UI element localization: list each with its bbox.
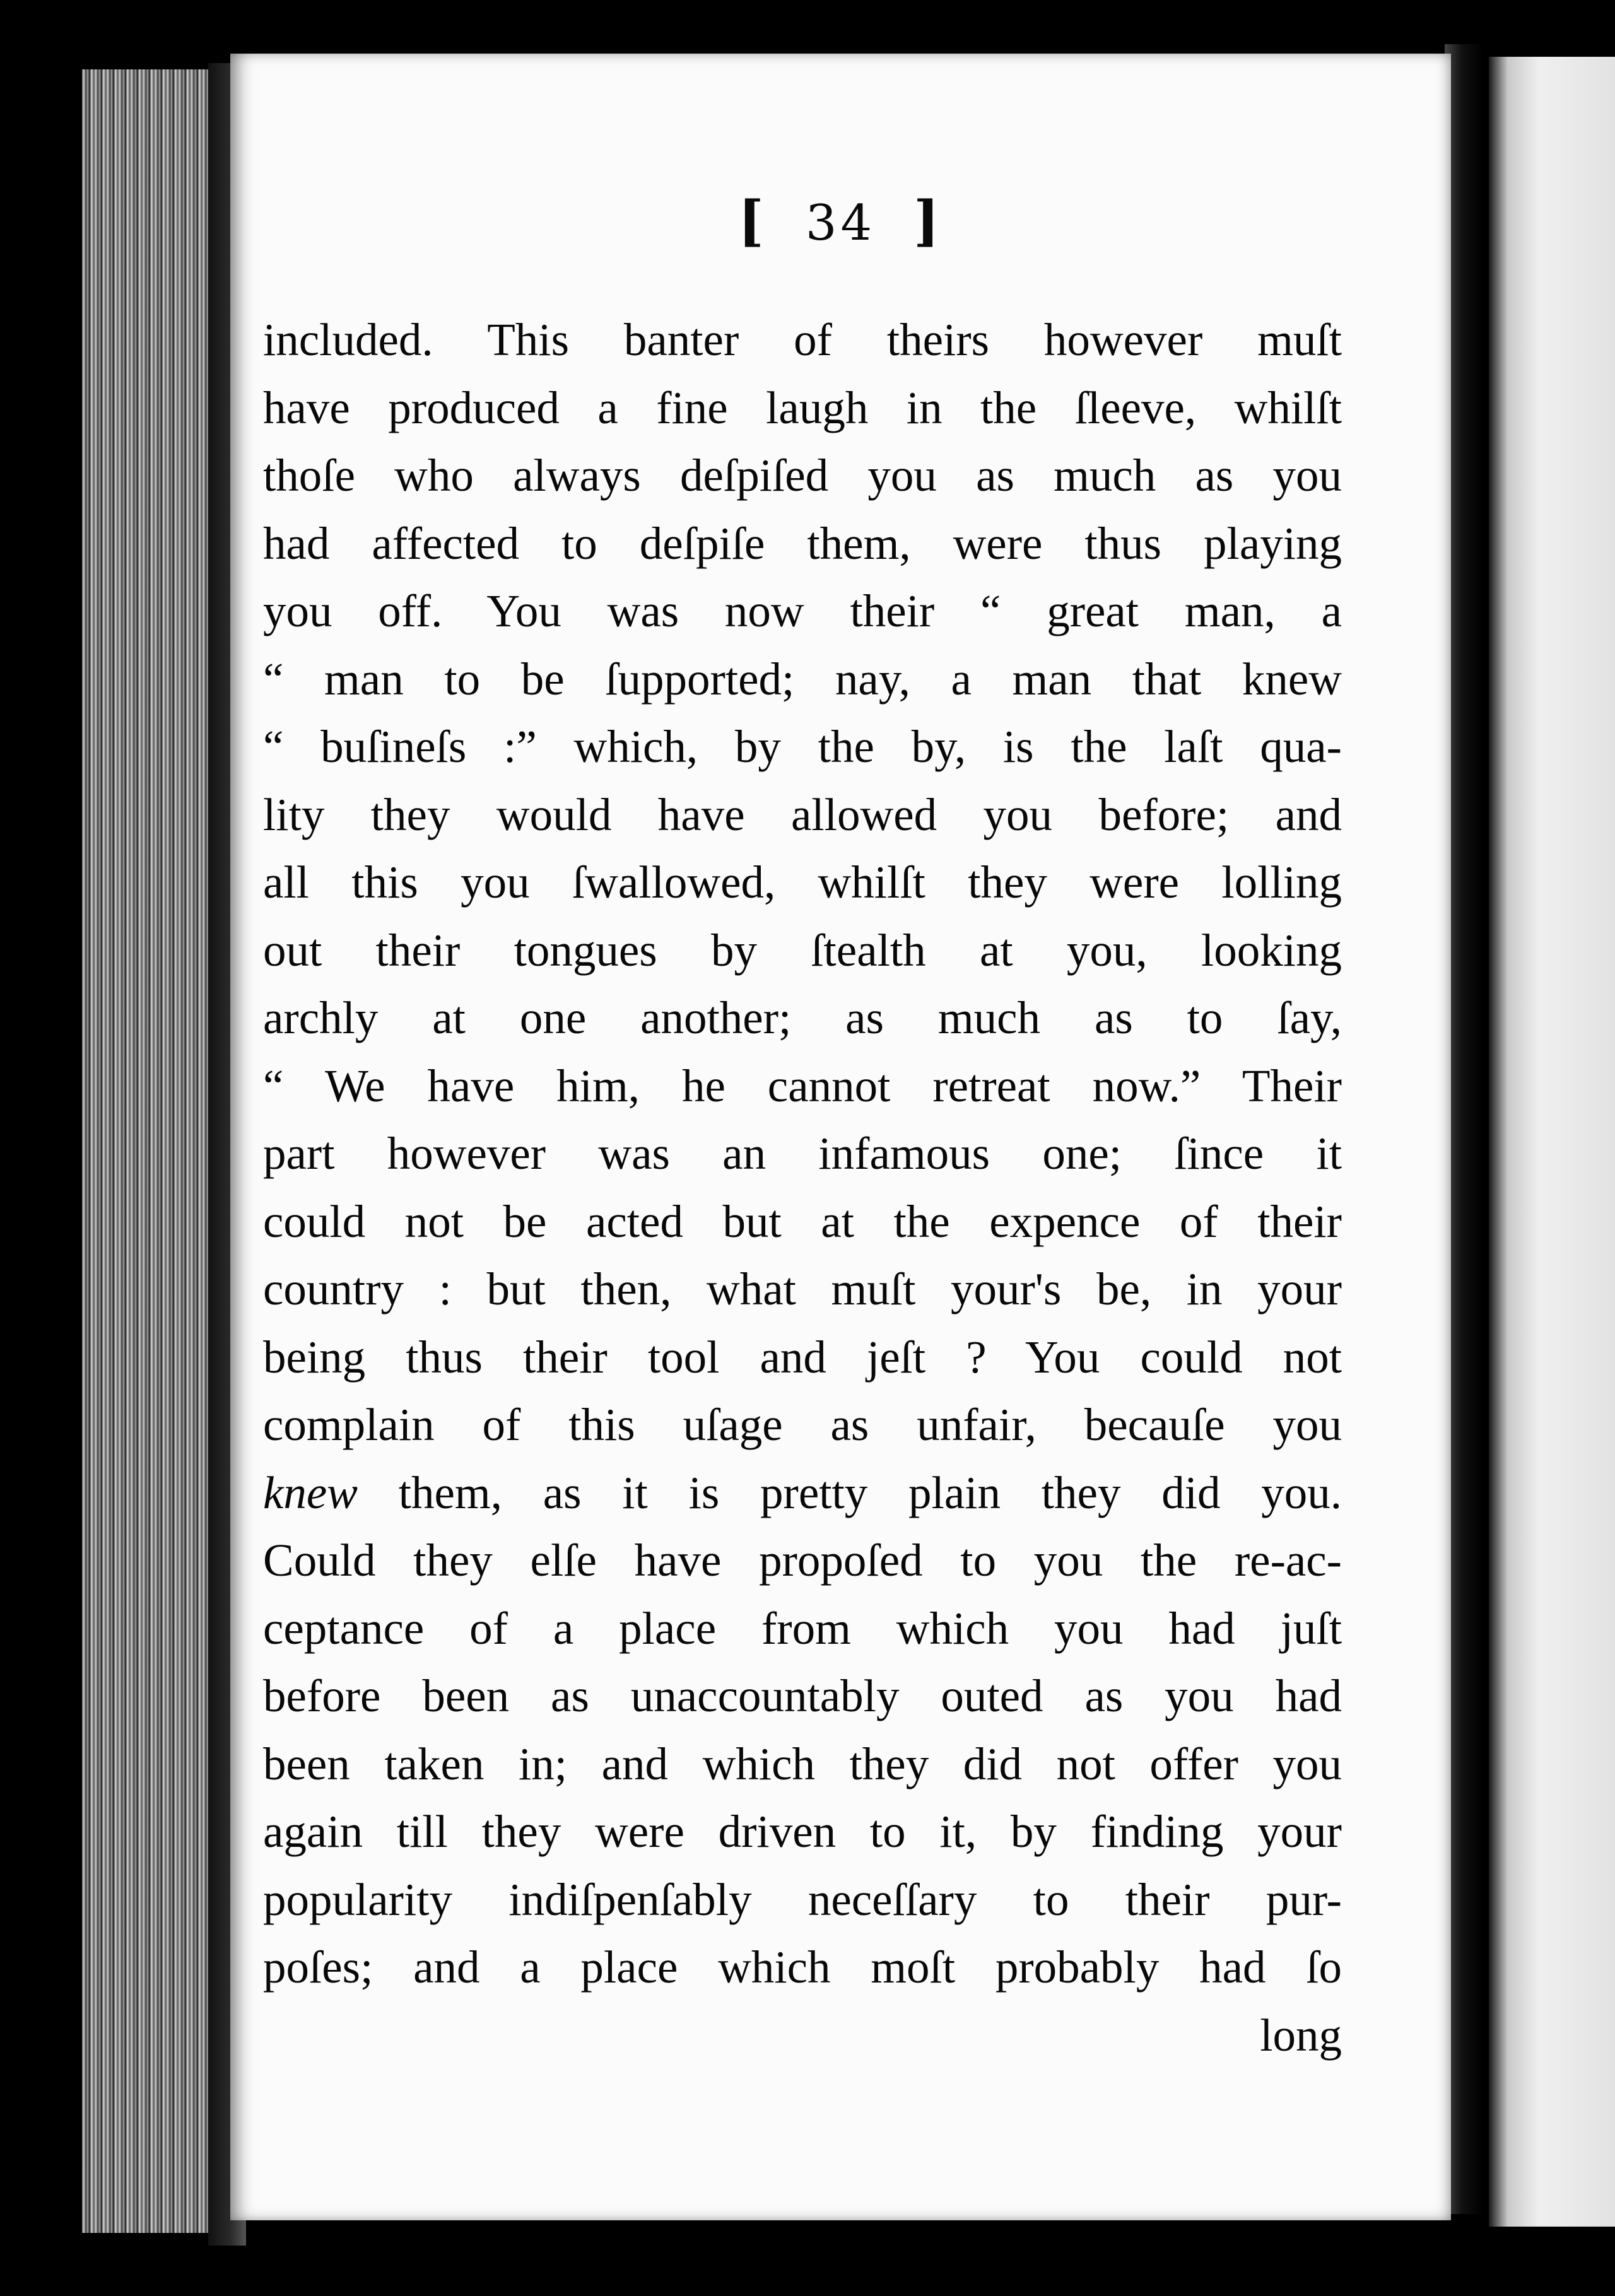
text-line: archly at one another; as much as to ſay, [263,992,1342,1043]
text-line: again till they were driven to it, by finding your [263,1806,1342,1857]
text-line: popularity indiſpenſably neceſſary to their pur- [263,1873,1342,1925]
italic-word: knew [263,1467,358,1518]
text-line: lity they would have allowed you before; and [263,788,1342,840]
text-line: ceptance of a place from which you had juſt [263,1602,1342,1654]
text-line: “ We have him, he cannot retreat now.” Their [263,1060,1342,1111]
text-line: poſes; and a place which moſt probably had ſo [263,1942,1342,1993]
facing-page-edge [1489,57,1615,2227]
text-line: have produced a fine laugh in the ſleeve, whilſt [263,382,1342,433]
text-line: being thus their tool and jeſt ? You could not [263,1331,1342,1383]
book-page [230,54,1451,2220]
text-line: all this you ſwallowed, whilſt they were lolling [263,857,1342,908]
text-line: been taken in; and which they did not offer you [263,1738,1342,1789]
text-line: could not be acted but at the expence of their [263,1195,1342,1247]
text-line: had affected to deſpiſe them, were thus playing [263,517,1342,569]
text-line: you off. You was now their “ great man, a [263,585,1342,636]
text-line: “ man to be ſupported; nay, a man that knew [263,653,1342,705]
text-line: included. This banter of theirs however muſt [263,314,1342,365]
page-number-header [230,189,1451,253]
catchword: long [1260,2009,1342,2061]
body-text [263,306,1342,2069]
text-line: Could they elſe have propoſed to you the re-ac- [263,1535,1342,1586]
text-line-with-italic: knew them, as it is pretty plain they did you. [263,1467,1342,1518]
text-line: “ buſineſs :” which, by the by, is the laſt qua- [263,721,1342,772]
close-bracket: ] [913,189,943,253]
text-line: before been as unaccountably outed as you had [263,1670,1342,1721]
text-line: complain of this uſage as unfair, becauſe you [263,1399,1342,1450]
text-line: out their tongues by ſtealth at you, looking [263,924,1342,976]
page-number: 34 [805,195,876,252]
text-line: thoſe who always deſpiſed you as much as you [263,450,1342,501]
open-bracket: [ [738,189,768,253]
text-line: country : but then, what muſt your's be, in your [263,1263,1342,1315]
text-line: part however was an infamous one; ſince it [263,1128,1342,1179]
